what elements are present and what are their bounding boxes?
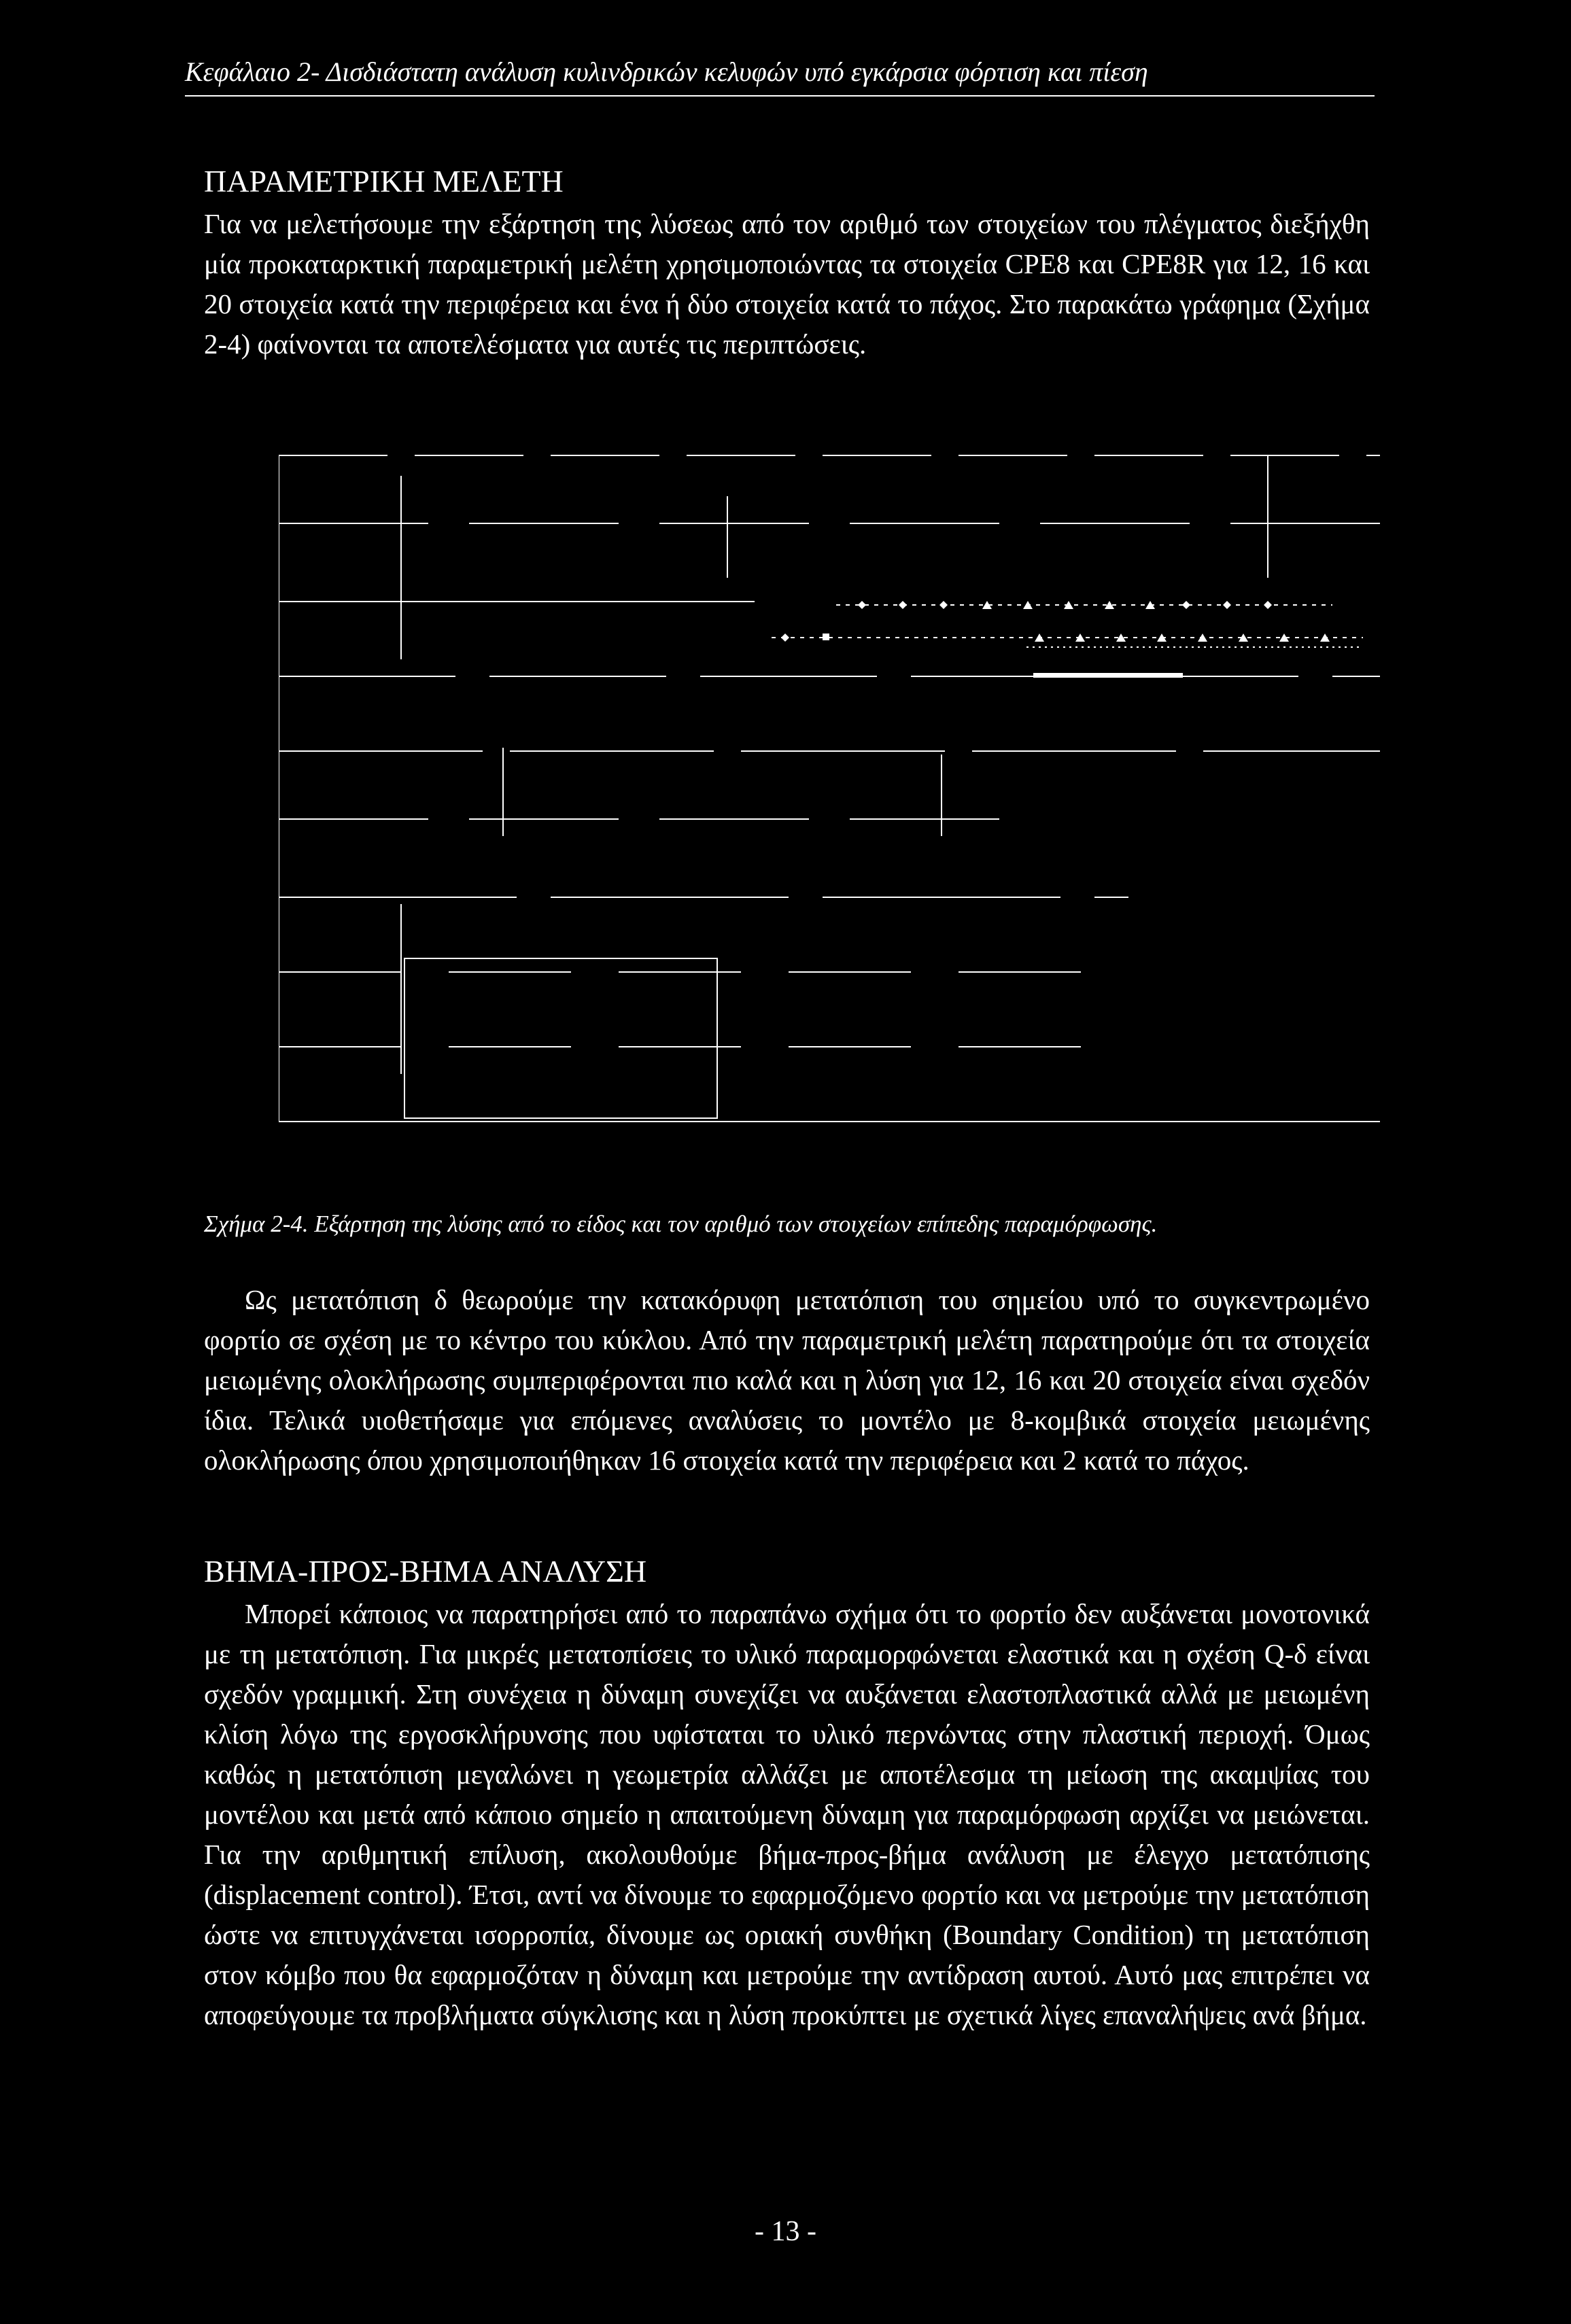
section-title-parametric-study: ΠΑΡΑΜΕΤΡΙΚΗ ΜΕΛΕΤΗ	[204, 164, 564, 198]
figure-2-4-graphic	[279, 435, 1380, 1142]
paragraph-parametric-intro: Για να μελετήσουμε την εξάρτηση της λύσεως από τον αριθμό των στοιχείων του πλέγματος διεξήχθη μία προκαταρκτική παραμετρική μελέτη χρησιμοποιώντας τα στοιχεία CPE8 και CPE8R για 12, 16 και 20 στοιχεία κατά την περιφέρεια και ένα ή δύο στοιχεία κατά το πάχος. Στο παρακάτω γράφημα (Σχήμα 2-4) φαίνονται τα αποτελέσματα για αυτές τις περιπτώσεις.	[204, 208, 1370, 360]
running-header: Κεφάλαιο 2- Δισδιάστατη ανάλυση κυλινδρικών κελυφών υπό εγκάρσια φόρτιση και πίεση	[185, 53, 1375, 97]
paragraph-step-by-step: Μπορεί κάποιος να παρατηρήσει από το παραπάνω σχήμα ότι το φορτίο δεν αυξάνεται μονοτονικά με τη μετατόπιση. Για μικρές μετατοπίσεις το υλικό παραμορφώνεται ελαστικά και η σχέση Q-δ είναι σχεδόν γραμμική. Στη συνέχεια η δύναμη συνεχίζει να αυξάνεται ελαστοπλαστικά αλλά με μειωμένη κλίση λόγω της εργοσκλήρυνσης που υφίσταται το υλικό περνώντας στην πλαστική περιοχή. Όμως καθώς η μετατόπιση μεγαλώνει η γεωμετρία αλλάζει με αποτέλεσμα τη μείωση της ακαμψίας του μοντέλου και μετά από κάποιο σημείο η απαιτούμενη δύναμη για παραμόρφωση αρχίζει να μειώνεται. Για την αριθμητική επίλυση, ακολουθούμε βήμα-προς-βήμα ανάλυση με έλεγχο μετατόπισης (displacement control). Έτσι, αντί να δίνουμε το εφαρμοζόμενο φορτίο και να μετρούμε την μετατόπιση ώστε να επιτυγχάνεται ισορροπία, δίνουμε ως οριακή συνθήκη (Boundary Condition) τη μετατόπιση στον κόμβο που θα εφαρμοζόταν η δύναμη και μετρούμε την αντίδραση αυτού. Αυτό μας επιτρέπει να αποφεύγουμε τα προβλήματα σύγκλισης και η λύση προκύπτει με σχετικά λίγες επαναλήψεις ανά βήμα.	[204, 1598, 1370, 2030]
paragraph-results-discussion: Ως μετατόπιση δ θεωρούμε την κατακόρυφη μετατόπιση του σημείου υπό το συγκεντρωμένο φορτίο σε σχέση με το κέντρο του κύκλου. Από την παραμετρική μελέτη παρατηρούμε ότι τα στοιχεία μειωμένης ολοκλήρωσης συμπεριφέρονται πιο καλά και η λύση για 12, 16 και 20 στοιχεία είναι σχεδόν ίδια. Τελικά υιοθετήσαμε για επόμενες αναλύσεις το μοντέλο με 8-κομβικά στοιχεία μειωμένης ολοκλήρωσης όπου χρησιμοποιήθηκαν 16 στοιχεία κατά την περιφέρεια και 2 κατά το πάχος.	[204, 1284, 1370, 1476]
section-title-step-by-step: ΒΗΜΑ-ΠΡΟΣ-ΒΗΜΑ ΑΝΑΛΥΣΗ	[204, 1554, 647, 1589]
figure-caption: Σχήμα 2-4. Εξάρτηση της λύσης από το είδος και τον αριθμό των στοιχείων επίπεδης παραμόρφωσης.	[204, 1211, 1158, 1237]
page-number: - 13 -	[755, 2216, 816, 2247]
figure-2-4	[279, 435, 1380, 1142]
